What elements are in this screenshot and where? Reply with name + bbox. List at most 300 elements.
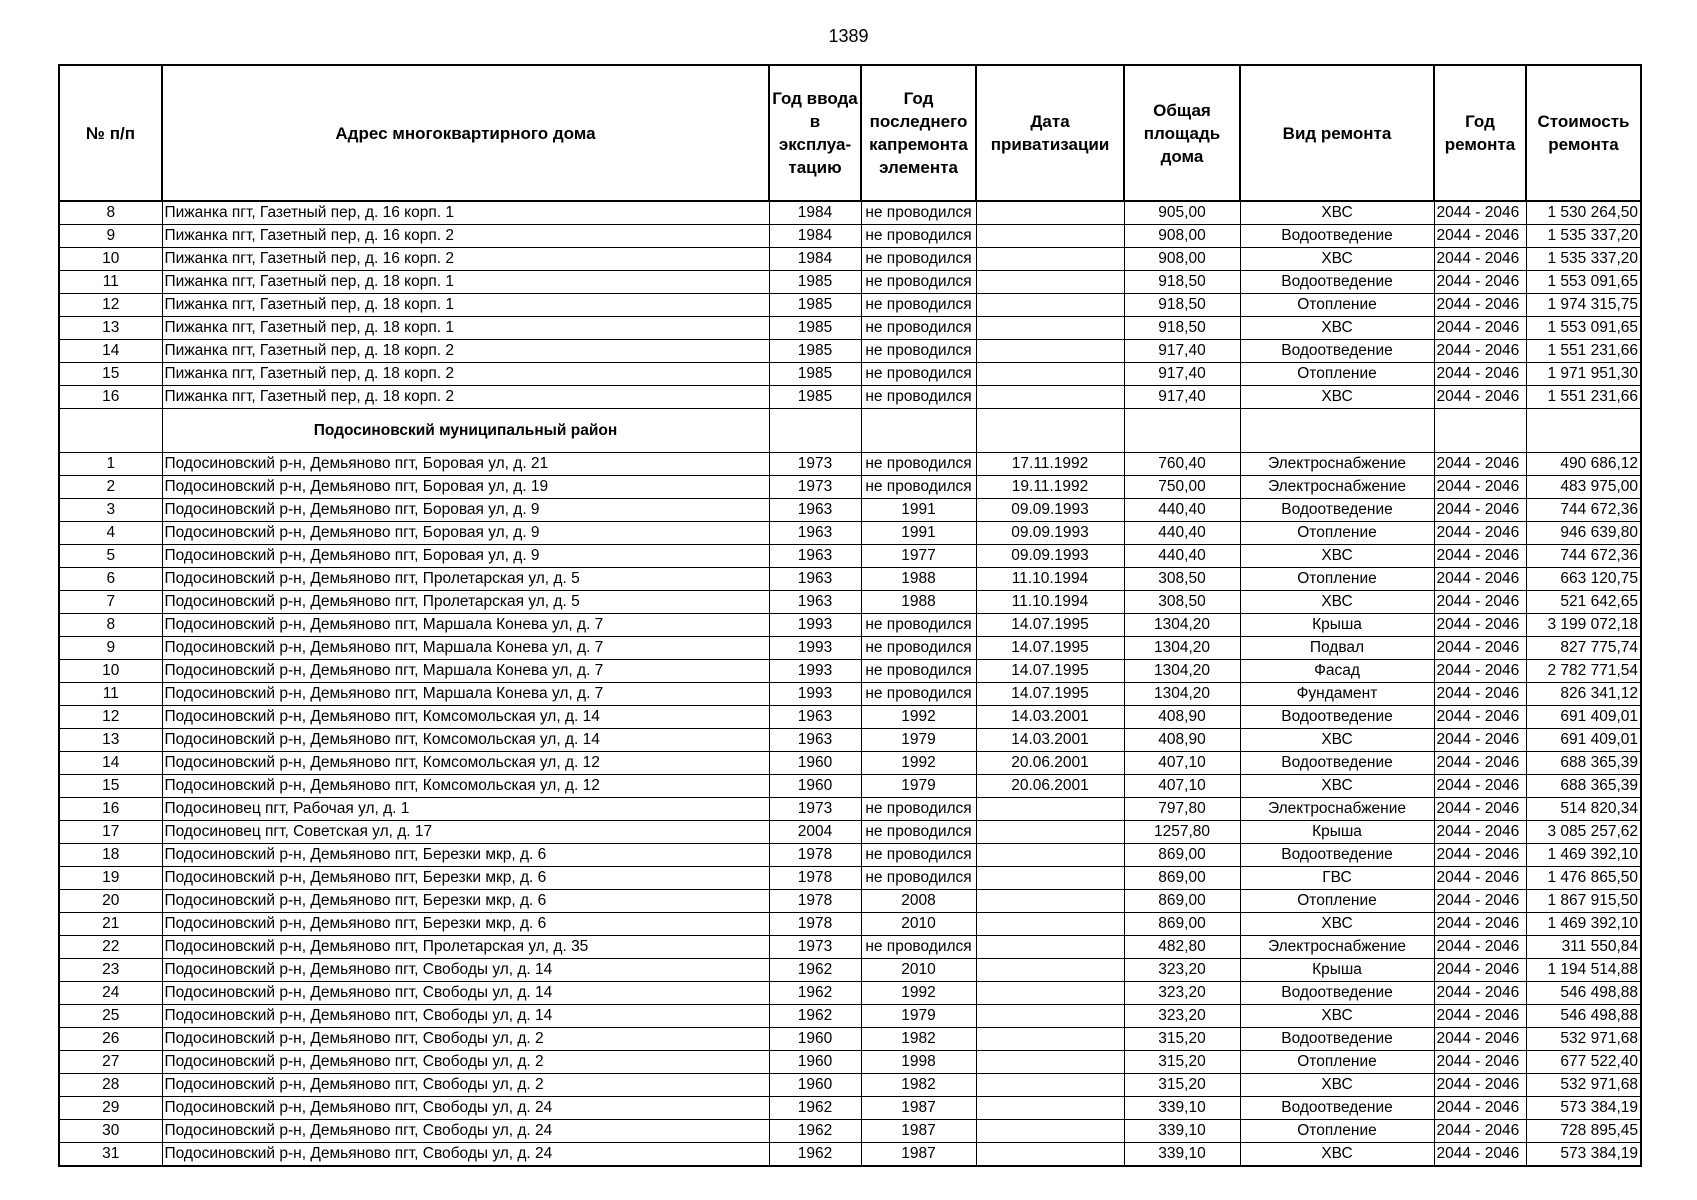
cell-address: Пижанка пгт, Газетный пер, д. 18 корп. 1 xyxy=(162,317,769,340)
cell-cost: 691 409,01 xyxy=(1526,729,1641,752)
cell-year-built: 1962 xyxy=(769,1120,861,1143)
cell-year-built: 1984 xyxy=(769,248,861,271)
cell-last-repair: не проводился xyxy=(861,201,976,225)
table-row xyxy=(59,476,1641,499)
cell-num: 15 xyxy=(59,363,162,386)
cell-repair-type: ГВС xyxy=(1240,867,1434,890)
cell-last-repair: не проводился xyxy=(861,614,976,637)
section-empty-cell xyxy=(1434,409,1526,453)
cell-year-built: 1973 xyxy=(769,798,861,821)
table-row xyxy=(59,775,1641,798)
cell-privatization xyxy=(976,867,1124,890)
cell-num: 23 xyxy=(59,959,162,982)
cell-num: 25 xyxy=(59,1005,162,1028)
cell-area: 323,20 xyxy=(1124,982,1240,1005)
cell-cost: 826 341,12 xyxy=(1526,683,1641,706)
cell-num: 8 xyxy=(59,614,162,637)
cell-repair-year: 2044 - 2046 xyxy=(1434,614,1526,637)
cell-cost: 1 553 091,65 xyxy=(1526,271,1641,294)
cell-year-built: 1978 xyxy=(769,867,861,890)
cell-address: Подосиновский р-н, Демьяново пгт, Свободы ул, д. 14 xyxy=(162,1005,769,1028)
cell-last-repair: 1979 xyxy=(861,1005,976,1028)
cell-num: 20 xyxy=(59,890,162,913)
cell-repair-type: Водоотведение xyxy=(1240,844,1434,867)
cell-last-repair: не проводился xyxy=(861,821,976,844)
section-empty-cell xyxy=(861,409,976,453)
cell-repair-type: Крыша xyxy=(1240,959,1434,982)
cell-last-repair: не проводился xyxy=(861,340,976,363)
cell-privatization xyxy=(976,1074,1124,1097)
cell-privatization xyxy=(976,890,1124,913)
cell-num: 15 xyxy=(59,775,162,798)
cell-year-built: 1960 xyxy=(769,1028,861,1051)
cell-last-repair: не проводился xyxy=(861,844,976,867)
cell-num: 27 xyxy=(59,1051,162,1074)
cell-num: 21 xyxy=(59,913,162,936)
cell-num: 30 xyxy=(59,1120,162,1143)
cell-repair-year: 2044 - 2046 xyxy=(1434,660,1526,683)
cell-cost: 521 642,65 xyxy=(1526,591,1641,614)
cell-year-built: 1978 xyxy=(769,844,861,867)
cell-repair-type: ХВС xyxy=(1240,1005,1434,1028)
cell-num: 18 xyxy=(59,844,162,867)
table-row xyxy=(59,1028,1641,1051)
cell-privatization xyxy=(976,959,1124,982)
cell-repair-type: Отопление xyxy=(1240,522,1434,545)
table-row xyxy=(59,499,1641,522)
cell-num: 24 xyxy=(59,982,162,1005)
cell-repair-type: Подвал xyxy=(1240,637,1434,660)
cell-last-repair: 1988 xyxy=(861,591,976,614)
cell-address: Пижанка пгт, Газетный пер, д. 18 корп. 1 xyxy=(162,294,769,317)
cell-privatization xyxy=(976,936,1124,959)
cell-address: Подосиновский р-н, Демьяново пгт, Свободы ул, д. 24 xyxy=(162,1143,769,1167)
table-row xyxy=(59,317,1641,340)
cell-repair-year: 2044 - 2046 xyxy=(1434,248,1526,271)
cell-cost: 946 639,80 xyxy=(1526,522,1641,545)
table-row xyxy=(59,637,1641,660)
cell-address: Подосиновский р-н, Демьяново пгт, Березки мкр, д. 6 xyxy=(162,844,769,867)
section-row xyxy=(59,409,1641,453)
cell-area: 323,20 xyxy=(1124,1005,1240,1028)
cell-repair-type: ХВС xyxy=(1240,913,1434,936)
cell-repair-type: ХВС xyxy=(1240,545,1434,568)
cell-address: Пижанка пгт, Газетный пер, д. 18 корп. 2 xyxy=(162,386,769,409)
cell-year-built: 1973 xyxy=(769,936,861,959)
cell-area: 308,50 xyxy=(1124,568,1240,591)
cell-cost: 1 530 264,50 xyxy=(1526,201,1641,225)
cell-privatization xyxy=(976,913,1124,936)
cell-num: 16 xyxy=(59,798,162,821)
cell-num: 10 xyxy=(59,660,162,683)
cell-num: 26 xyxy=(59,1028,162,1051)
cell-num: 17 xyxy=(59,821,162,844)
cell-cost: 532 971,68 xyxy=(1526,1028,1641,1051)
cell-year-built: 1960 xyxy=(769,1051,861,1074)
table-row xyxy=(59,867,1641,890)
cell-area: 917,40 xyxy=(1124,386,1240,409)
cell-repair-year: 2044 - 2046 xyxy=(1434,545,1526,568)
cell-num: 12 xyxy=(59,706,162,729)
cell-privatization xyxy=(976,294,1124,317)
cell-last-repair: 1992 xyxy=(861,982,976,1005)
cell-cost: 483 975,00 xyxy=(1526,476,1641,499)
cell-repair-year: 2044 - 2046 xyxy=(1434,271,1526,294)
cell-repair-year: 2044 - 2046 xyxy=(1434,821,1526,844)
cell-num: 7 xyxy=(59,591,162,614)
cell-area: 908,00 xyxy=(1124,225,1240,248)
cell-privatization xyxy=(976,1097,1124,1120)
cell-repair-year: 2044 - 2046 xyxy=(1434,867,1526,890)
cell-area: 1257,80 xyxy=(1124,821,1240,844)
cell-repair-year: 2044 - 2046 xyxy=(1434,959,1526,982)
header-row xyxy=(59,65,1641,201)
cell-repair-type: Водоотведение xyxy=(1240,752,1434,775)
cell-area: 407,10 xyxy=(1124,752,1240,775)
cell-area: 918,50 xyxy=(1124,317,1240,340)
table-row xyxy=(59,913,1641,936)
section-block xyxy=(59,409,1641,453)
cell-cost: 573 384,19 xyxy=(1526,1097,1641,1120)
cell-repair-type: Отопление xyxy=(1240,294,1434,317)
cell-last-repair: 1998 xyxy=(861,1051,976,1074)
cell-last-repair: не проводился xyxy=(861,294,976,317)
cell-address: Подосиновский р-н, Демьяново пгт, Пролетарская ул, д. 5 xyxy=(162,591,769,614)
cell-cost: 688 365,39 xyxy=(1526,775,1641,798)
cell-privatization xyxy=(976,844,1124,867)
cell-cost: 1 974 315,75 xyxy=(1526,294,1641,317)
table-row xyxy=(59,340,1641,363)
cell-area: 407,10 xyxy=(1124,775,1240,798)
cell-cost: 1 194 514,88 xyxy=(1526,959,1641,982)
cell-repair-type: Отопление xyxy=(1240,1051,1434,1074)
cell-address: Подосиновский р-н, Демьяново пгт, Свободы ул, д. 14 xyxy=(162,982,769,1005)
cell-year-built: 2004 xyxy=(769,821,861,844)
cell-privatization xyxy=(976,225,1124,248)
table-row xyxy=(59,890,1641,913)
cell-year-built: 1984 xyxy=(769,201,861,225)
cell-address: Подосиновский р-н, Демьяново пгт, Маршала Конева ул, д. 7 xyxy=(162,614,769,637)
cell-privatization: 14.07.1995 xyxy=(976,637,1124,660)
cell-privatization xyxy=(976,982,1124,1005)
cell-last-repair: 1987 xyxy=(861,1143,976,1167)
cell-cost: 532 971,68 xyxy=(1526,1074,1641,1097)
cell-repair-year: 2044 - 2046 xyxy=(1434,775,1526,798)
cell-privatization: 14.03.2001 xyxy=(976,706,1124,729)
table-row xyxy=(59,1120,1641,1143)
table-row xyxy=(59,1051,1641,1074)
cell-cost: 663 120,75 xyxy=(1526,568,1641,591)
section-empty-cell xyxy=(976,409,1124,453)
cell-cost: 3 199 072,18 xyxy=(1526,614,1641,637)
cell-num: 11 xyxy=(59,271,162,294)
cell-year-built: 1962 xyxy=(769,1097,861,1120)
cell-address: Пижанка пгт, Газетный пер, д. 16 корп. 2 xyxy=(162,248,769,271)
cell-privatization xyxy=(976,340,1124,363)
header-privatization: Дата приватизации xyxy=(976,65,1124,201)
cell-cost: 1 535 337,20 xyxy=(1526,225,1641,248)
cell-cost: 573 384,19 xyxy=(1526,1143,1641,1167)
cell-privatization: 20.06.2001 xyxy=(976,752,1124,775)
cell-address: Подосиновский р-н, Демьяново пгт, Свободы ул, д. 2 xyxy=(162,1028,769,1051)
table-row xyxy=(59,614,1641,637)
section-empty-cell xyxy=(769,409,861,453)
cell-num: 12 xyxy=(59,294,162,317)
table-row xyxy=(59,844,1641,867)
cell-num: 9 xyxy=(59,225,162,248)
cell-address: Пижанка пгт, Газетный пер, д. 18 корп. 2 xyxy=(162,363,769,386)
cell-repair-type: ХВС xyxy=(1240,591,1434,614)
cell-privatization xyxy=(976,1005,1124,1028)
table-row xyxy=(59,453,1641,476)
cell-year-built: 1962 xyxy=(769,1143,861,1167)
cell-last-repair: не проводился xyxy=(861,363,976,386)
cell-area: 1304,20 xyxy=(1124,660,1240,683)
cell-repair-type: Водоотведение xyxy=(1240,706,1434,729)
cell-cost: 1 535 337,20 xyxy=(1526,248,1641,271)
table-row xyxy=(59,591,1641,614)
cell-num: 14 xyxy=(59,340,162,363)
table-row xyxy=(59,706,1641,729)
cell-area: 408,90 xyxy=(1124,729,1240,752)
cell-repair-type: Отопление xyxy=(1240,890,1434,913)
cell-repair-year: 2044 - 2046 xyxy=(1434,637,1526,660)
cell-year-built: 1985 xyxy=(769,317,861,340)
cell-last-repair: не проводился xyxy=(861,248,976,271)
header-repair-type: Вид ремонта xyxy=(1240,65,1434,201)
cell-repair-type: Крыша xyxy=(1240,614,1434,637)
cell-address: Пижанка пгт, Газетный пер, д. 18 корп. 2 xyxy=(162,340,769,363)
cell-repair-year: 2044 - 2046 xyxy=(1434,752,1526,775)
table-row xyxy=(59,821,1641,844)
cell-repair-type: ХВС xyxy=(1240,729,1434,752)
cell-repair-type: Электроснабжение xyxy=(1240,453,1434,476)
cell-num: 6 xyxy=(59,568,162,591)
cell-area: 315,20 xyxy=(1124,1051,1240,1074)
cell-area: 917,40 xyxy=(1124,363,1240,386)
cell-year-built: 1963 xyxy=(769,568,861,591)
cell-repair-type: Отопление xyxy=(1240,568,1434,591)
cell-last-repair: не проводился xyxy=(861,867,976,890)
cell-cost: 546 498,88 xyxy=(1526,982,1641,1005)
cell-address: Пижанка пгт, Газетный пер, д. 16 корп. 2 xyxy=(162,225,769,248)
section-title: Подосиновский муниципальный район xyxy=(162,409,769,453)
cell-area: 750,00 xyxy=(1124,476,1240,499)
cell-address: Подосиновец пгт, Рабочая ул, д. 1 xyxy=(162,798,769,821)
cell-repair-year: 2044 - 2046 xyxy=(1434,982,1526,1005)
cell-repair-year: 2044 - 2046 xyxy=(1434,1074,1526,1097)
cell-repair-year: 2044 - 2046 xyxy=(1434,844,1526,867)
table-row xyxy=(59,936,1641,959)
table-row xyxy=(59,1097,1641,1120)
table-row xyxy=(59,248,1641,271)
cell-cost: 677 522,40 xyxy=(1526,1051,1641,1074)
cell-address: Подосиновский р-н, Демьяново пгт, Боровая ул, д. 9 xyxy=(162,499,769,522)
cell-year-built: 1993 xyxy=(769,637,861,660)
cell-num: 9 xyxy=(59,637,162,660)
cell-num: 22 xyxy=(59,936,162,959)
table-row xyxy=(59,225,1641,248)
cell-last-repair: 1982 xyxy=(861,1028,976,1051)
cell-privatization xyxy=(976,1120,1124,1143)
cell-year-built: 1963 xyxy=(769,499,861,522)
table-row xyxy=(59,752,1641,775)
cell-repair-year: 2044 - 2046 xyxy=(1434,706,1526,729)
cell-repair-year: 2044 - 2046 xyxy=(1434,1051,1526,1074)
cell-privatization: 14.03.2001 xyxy=(976,729,1124,752)
cell-cost: 728 895,45 xyxy=(1526,1120,1641,1143)
cell-last-repair: 2010 xyxy=(861,959,976,982)
cell-area: 323,20 xyxy=(1124,959,1240,982)
cell-repair-year: 2044 - 2046 xyxy=(1434,1143,1526,1167)
cell-year-built: 1985 xyxy=(769,340,861,363)
table-row xyxy=(59,522,1641,545)
cell-repair-year: 2044 - 2046 xyxy=(1434,1097,1526,1120)
cell-year-built: 1960 xyxy=(769,775,861,798)
cell-last-repair: не проводился xyxy=(861,936,976,959)
cell-privatization xyxy=(976,798,1124,821)
cell-privatization xyxy=(976,1051,1124,1074)
cell-repair-year: 2044 - 2046 xyxy=(1434,936,1526,959)
rows-top xyxy=(59,201,1641,409)
cell-area: 315,20 xyxy=(1124,1074,1240,1097)
cell-area: 908,00 xyxy=(1124,248,1240,271)
cell-num: 19 xyxy=(59,867,162,890)
table-row xyxy=(59,294,1641,317)
cell-area: 339,10 xyxy=(1124,1143,1240,1167)
cell-last-repair: 1979 xyxy=(861,729,976,752)
cell-repair-type: Водоотведение xyxy=(1240,1028,1434,1051)
cell-privatization: 11.10.1994 xyxy=(976,591,1124,614)
cell-repair-year: 2044 - 2046 xyxy=(1434,568,1526,591)
cell-address: Пижанка пгт, Газетный пер, д. 18 корп. 1 xyxy=(162,271,769,294)
cell-area: 339,10 xyxy=(1124,1120,1240,1143)
cell-year-built: 1963 xyxy=(769,545,861,568)
cell-repair-type: ХВС xyxy=(1240,1143,1434,1167)
cell-last-repair: 1991 xyxy=(861,522,976,545)
cell-last-repair: 1991 xyxy=(861,499,976,522)
cell-year-built: 1978 xyxy=(769,890,861,913)
cell-repair-type: Фасад xyxy=(1240,660,1434,683)
cell-repair-year: 2044 - 2046 xyxy=(1434,476,1526,499)
cell-year-built: 1978 xyxy=(769,913,861,936)
cell-num: 13 xyxy=(59,729,162,752)
cell-privatization xyxy=(976,1143,1124,1167)
cell-address: Подосиновский р-н, Демьяново пгт, Пролетарская ул, д. 35 xyxy=(162,936,769,959)
cell-privatization xyxy=(976,317,1124,340)
cell-year-built: 1993 xyxy=(769,614,861,637)
cell-privatization: 19.11.1992 xyxy=(976,476,1124,499)
cell-num: 28 xyxy=(59,1074,162,1097)
cell-area: 440,40 xyxy=(1124,545,1240,568)
cell-year-built: 1973 xyxy=(769,453,861,476)
cell-last-repair: не проводился xyxy=(861,453,976,476)
cell-cost: 1 476 865,50 xyxy=(1526,867,1641,890)
cell-repair-year: 2044 - 2046 xyxy=(1434,225,1526,248)
cell-area: 1304,20 xyxy=(1124,637,1240,660)
cell-num: 4 xyxy=(59,522,162,545)
cell-privatization: 20.06.2001 xyxy=(976,775,1124,798)
table-row xyxy=(59,271,1641,294)
cell-privatization: 14.07.1995 xyxy=(976,660,1124,683)
cell-last-repair: 1977 xyxy=(861,545,976,568)
cell-num: 13 xyxy=(59,317,162,340)
cell-area: 797,80 xyxy=(1124,798,1240,821)
cell-repair-type: ХВС xyxy=(1240,201,1434,225)
cell-repair-type: ХВС xyxy=(1240,386,1434,409)
cell-repair-type: Водоотведение xyxy=(1240,1097,1434,1120)
cell-cost: 311 550,84 xyxy=(1526,936,1641,959)
cell-area: 869,00 xyxy=(1124,890,1240,913)
cell-repair-year: 2044 - 2046 xyxy=(1434,340,1526,363)
cell-last-repair: 1979 xyxy=(861,775,976,798)
table-row xyxy=(59,568,1641,591)
header-year-built: Год ввода в эксплуа-тацию xyxy=(769,65,861,201)
cell-address: Подосиновский р-н, Демьяново пгт, Свободы ул, д. 14 xyxy=(162,959,769,982)
cell-cost: 1 971 951,30 xyxy=(1526,363,1641,386)
cell-cost: 1 551 231,66 xyxy=(1526,340,1641,363)
cell-address: Подосиновский р-н, Демьяново пгт, Боровая ул, д. 19 xyxy=(162,476,769,499)
cell-area: 1304,20 xyxy=(1124,683,1240,706)
cell-repair-year: 2044 - 2046 xyxy=(1434,522,1526,545)
cell-privatization: 09.09.1993 xyxy=(976,522,1124,545)
cell-privatization: 17.11.1992 xyxy=(976,453,1124,476)
cell-repair-year: 2044 - 2046 xyxy=(1434,913,1526,936)
cell-repair-type: Водоотведение xyxy=(1240,982,1434,1005)
table-row xyxy=(59,660,1641,683)
cell-cost: 1 867 915,50 xyxy=(1526,890,1641,913)
cell-repair-type: ХВС xyxy=(1240,317,1434,340)
cell-address: Подосиновский р-н, Демьяново пгт, Комсомольская ул, д. 14 xyxy=(162,729,769,752)
cell-last-repair: 2008 xyxy=(861,890,976,913)
cell-address: Подосиновский р-н, Демьяново пгт, Березки мкр, д. 6 xyxy=(162,913,769,936)
cell-address: Подосиновский р-н, Демьяново пгт, Маршала Конева ул, д. 7 xyxy=(162,683,769,706)
cell-repair-type: Отопление xyxy=(1240,363,1434,386)
cell-repair-type: Отопление xyxy=(1240,1120,1434,1143)
cell-repair-type: ХВС xyxy=(1240,248,1434,271)
cell-privatization xyxy=(976,363,1124,386)
cell-address: Пижанка пгт, Газетный пер, д. 16 корп. 1 xyxy=(162,201,769,225)
cell-privatization xyxy=(976,821,1124,844)
cell-repair-year: 2044 - 2046 xyxy=(1434,201,1526,225)
cell-year-built: 1973 xyxy=(769,476,861,499)
cell-repair-type: Водоотведение xyxy=(1240,499,1434,522)
cell-address: Подосиновский р-н, Демьяново пгт, Комсомольская ул, д. 12 xyxy=(162,752,769,775)
table-row xyxy=(59,1143,1641,1167)
cell-cost: 546 498,88 xyxy=(1526,1005,1641,1028)
cell-last-repair: 1988 xyxy=(861,568,976,591)
cell-cost: 1 553 091,65 xyxy=(1526,317,1641,340)
cell-repair-year: 2044 - 2046 xyxy=(1434,317,1526,340)
cell-privatization: 09.09.1993 xyxy=(976,499,1124,522)
cell-year-built: 1963 xyxy=(769,591,861,614)
cell-privatization: 09.09.1993 xyxy=(976,545,1124,568)
cell-address: Подосиновский р-н, Демьяново пгт, Боровая ул, д. 21 xyxy=(162,453,769,476)
section-empty-cell xyxy=(1124,409,1240,453)
cell-address: Подосиновский р-н, Демьяново пгт, Боровая ул, д. 9 xyxy=(162,545,769,568)
cell-address: Подосиновский р-н, Демьяново пгт, Березки мкр, д. 6 xyxy=(162,867,769,890)
cell-num: 11 xyxy=(59,683,162,706)
cell-last-repair: не проводился xyxy=(861,476,976,499)
cell-privatization xyxy=(976,271,1124,294)
cell-area: 482,80 xyxy=(1124,936,1240,959)
cell-address: Подосиновский р-н, Демьяново пгт, Боровая ул, д. 9 xyxy=(162,522,769,545)
cell-num: 31 xyxy=(59,1143,162,1167)
cell-year-built: 1993 xyxy=(769,660,861,683)
cell-last-repair: не проводился xyxy=(861,798,976,821)
cell-area: 918,50 xyxy=(1124,294,1240,317)
cell-address: Подосиновский р-н, Демьяново пгт, Комсомольская ул, д. 14 xyxy=(162,706,769,729)
